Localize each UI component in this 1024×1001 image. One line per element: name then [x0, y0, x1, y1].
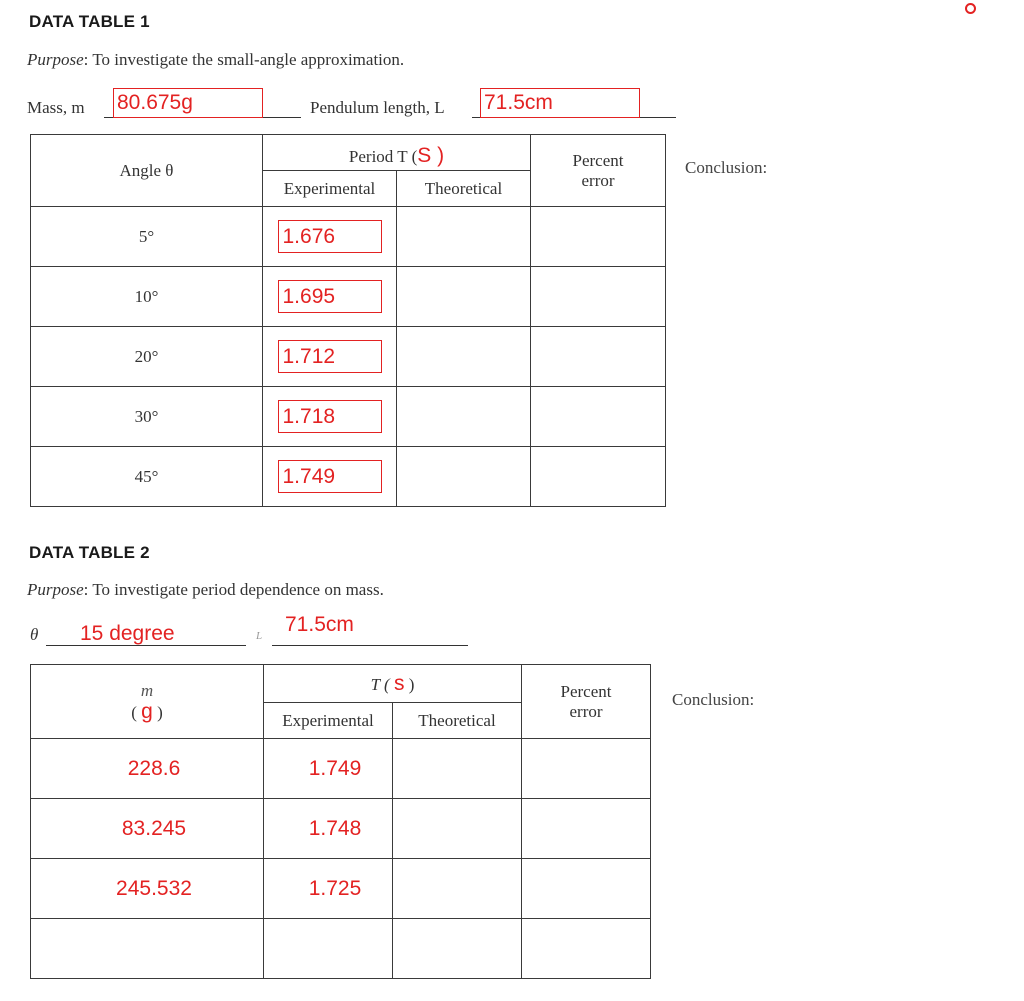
percent-label: Percent	[572, 150, 624, 170]
percent-error-cell[interactable]	[522, 859, 651, 919]
angle-cell: 30°	[31, 387, 263, 447]
experimental-cell[interactable]	[263, 267, 397, 327]
experimental-value[interactable]: 1.712	[278, 340, 382, 373]
table-row	[31, 387, 666, 447]
experimental-value[interactable]: 1.749	[278, 460, 382, 493]
experimental-cell[interactable]	[264, 919, 393, 979]
length-label: Pendulum length, L	[310, 98, 445, 117]
mass-label: Mass, m	[27, 98, 85, 117]
mass-cell[interactable]	[31, 919, 264, 979]
length-label-2: L	[256, 630, 263, 642]
experimental-cell[interactable]: 1.725	[264, 859, 393, 919]
table-row	[31, 267, 666, 327]
table1-purpose	[27, 50, 404, 70]
table-row	[31, 739, 651, 799]
theoretical-cell[interactable]	[393, 919, 522, 979]
theoretical-cell[interactable]	[397, 267, 531, 327]
mass-symbol: m	[140, 680, 154, 700]
header-period-unit: S )	[417, 143, 445, 167]
table-row	[31, 447, 666, 507]
theta-value[interactable]: 15 degree	[80, 622, 175, 645]
angle-cell: 5°	[31, 207, 263, 267]
mass-unit: g	[141, 699, 153, 723]
header-period	[263, 135, 531, 171]
header-theoretical: Theoretical	[397, 171, 531, 207]
experimental-value[interactable]: 1.695	[278, 280, 382, 313]
header-period	[264, 665, 522, 703]
header-period-prefix: Period T (	[348, 146, 418, 166]
period-unit: s	[393, 671, 405, 695]
percent-error-cell[interactable]	[531, 447, 666, 507]
mass-cell[interactable]: 83.245	[31, 799, 264, 859]
experimental-cell[interactable]	[263, 207, 397, 267]
angle-cell: 10°	[31, 267, 263, 327]
error-label: error	[569, 701, 603, 721]
percent-error-cell[interactable]	[522, 799, 651, 859]
theoretical-cell[interactable]	[393, 799, 522, 859]
table1-conclusion-label: Conclusion:	[685, 158, 768, 177]
theta-label: θ	[30, 625, 39, 644]
experimental-cell[interactable]	[263, 387, 397, 447]
percent-error-cell[interactable]	[531, 207, 666, 267]
percent-error-cell[interactable]	[531, 267, 666, 327]
percent-error-cell[interactable]	[531, 387, 666, 447]
error-label: error	[581, 170, 615, 190]
unit-close: )	[157, 702, 163, 722]
length-value[interactable]: 71.5cm	[480, 88, 640, 118]
theoretical-cell[interactable]	[397, 207, 531, 267]
mass-value[interactable]: 80.675g	[113, 88, 263, 118]
header-experimental: Experimental	[263, 171, 397, 207]
table-row	[31, 207, 666, 267]
experimental-value[interactable]: 1.718	[278, 400, 382, 433]
data-table-2	[30, 664, 651, 979]
theoretical-cell[interactable]	[393, 859, 522, 919]
header-percent-error	[531, 135, 666, 207]
header-angle: Angle θ	[31, 135, 263, 207]
purpose-label: Purpose	[27, 580, 84, 599]
header-experimental: Experimental	[264, 703, 393, 739]
mass-cell[interactable]: 228.6	[31, 739, 264, 799]
header-percent-error	[522, 665, 651, 739]
length-value-2[interactable]: 71.5cm	[285, 613, 354, 636]
angle-cell: 45°	[31, 447, 263, 507]
table-row	[31, 327, 666, 387]
theoretical-cell[interactable]	[393, 739, 522, 799]
table-row	[31, 859, 651, 919]
purpose-text: : To investigate the small-angle approximation.	[83, 50, 405, 69]
mass-cell[interactable]: 245.532	[31, 859, 264, 919]
table2-purpose	[27, 580, 384, 600]
header-mass	[31, 665, 264, 739]
table-row	[31, 919, 651, 979]
period-close: )	[408, 674, 415, 694]
table1-heading: DATA TABLE 1	[29, 12, 150, 31]
period-prefix: T (	[370, 674, 390, 694]
table2-heading: DATA TABLE 2	[29, 543, 150, 562]
percent-error-cell[interactable]	[522, 919, 651, 979]
theta-underline	[46, 645, 246, 646]
percent-label: Percent	[560, 681, 612, 701]
angle-cell: 20°	[31, 327, 263, 387]
purpose-label: Purpose	[27, 50, 84, 69]
theoretical-cell[interactable]	[397, 447, 531, 507]
percent-error-cell[interactable]	[531, 327, 666, 387]
experimental-cell[interactable]	[263, 327, 397, 387]
experimental-value[interactable]: 1.676	[278, 220, 382, 253]
corner-marker-icon	[965, 3, 976, 14]
experimental-cell[interactable]: 1.748	[264, 799, 393, 859]
experimental-cell[interactable]: 1.749	[264, 739, 393, 799]
percent-error-cell[interactable]	[522, 739, 651, 799]
unit-open: (	[131, 702, 137, 722]
table2-conclusion-label: Conclusion:	[672, 690, 755, 709]
table-row	[31, 799, 651, 859]
purpose-text: : To investigate period dependence on mass.	[83, 580, 384, 599]
data-table-1	[30, 134, 666, 507]
theoretical-cell[interactable]	[397, 327, 531, 387]
theoretical-cell[interactable]	[397, 387, 531, 447]
length-underline-2	[272, 645, 468, 646]
header-theoretical: Theoretical	[393, 703, 522, 739]
experimental-cell[interactable]	[263, 447, 397, 507]
